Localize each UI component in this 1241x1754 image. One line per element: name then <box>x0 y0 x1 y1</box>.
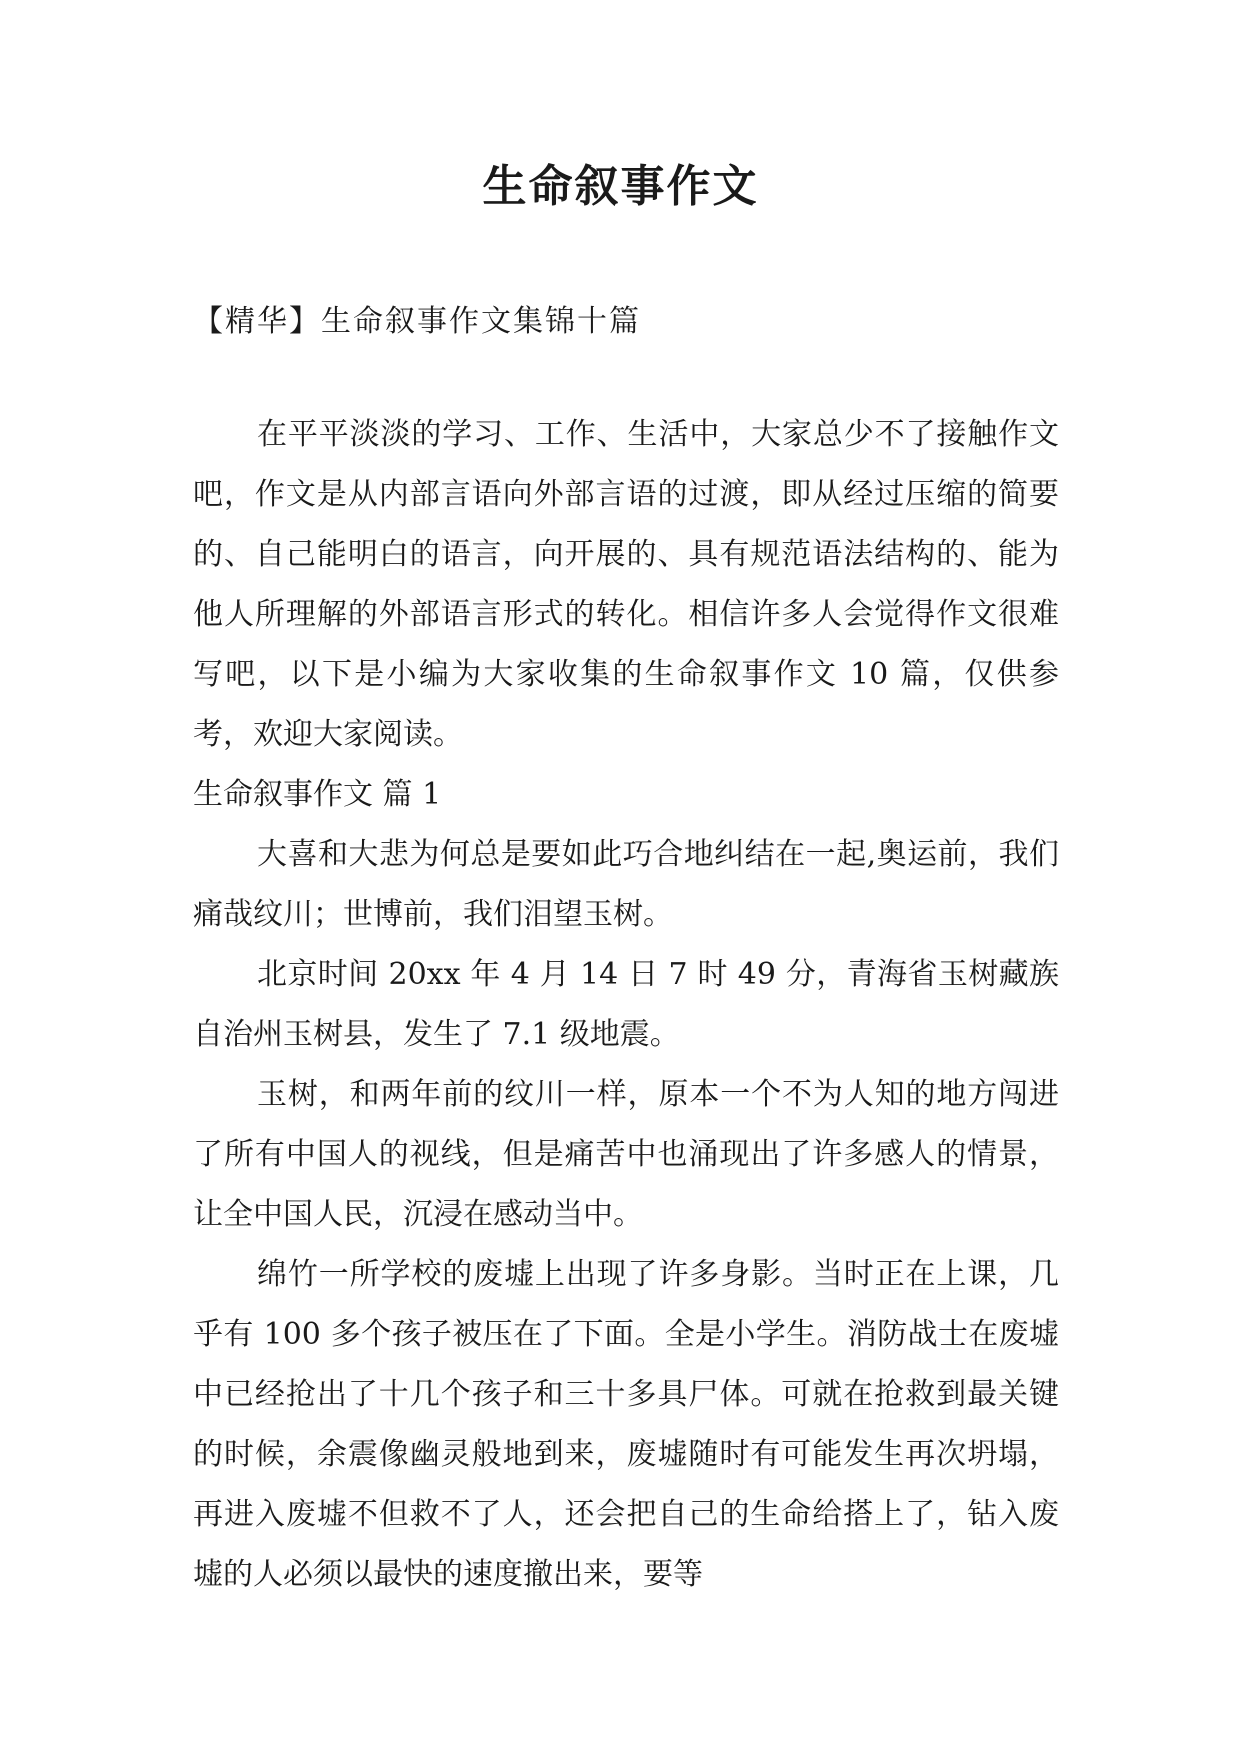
document-subtitle: 【精华】生命叙事作文集锦十篇 <box>193 304 641 339</box>
section-heading: 生命叙事作文 篇 1 <box>193 777 442 812</box>
body-paragraph: 北京时间 20xx 年 4 月 14 日 7 时 49 分，青海省玉树藏族自治州玉树县，发生了 7.1 级地震。 <box>193 957 1059 1052</box>
body-paragraph: 玉树，和两年前的纹川一样，原本一个不为人知的地方闯进了所有中国人的视线，但是痛苦中也涌现出了许多感人的情景，让全中国人民，沉浸在感动当中。 <box>193 1077 1059 1232</box>
body-paragraph: 大喜和大悲为何总是要如此巧合地纠结在一起,奥运前，我们痛哉纹川；世博前，我们泪望玉树。 <box>193 837 1059 932</box>
body-paragraph: 绵竹一所学校的废墟上出现了许多身影。当时正在上课，几乎有 100 多个孩子被压在了下面。全是小学生。消防战士在废墟中已经抢出了十几个孩子和三十多具尸体。可就在抢救到最关键的时候，余震像幽灵般地到来，废墟随时有可能发生再次坍塌，再进入废墟不但救不了人，还会把自己的生命给搭上了，钻入废墟的人必须以最快的速度撤出来，要等 <box>193 1257 1059 1592</box>
document-body <box>193 405 1059 1605</box>
intro-paragraph: 在平平淡淡的学习、工作、生活中，大家总少不了接触作文吧，作文是从内部言语向外部言语的过渡，即从经过压缩的简要的、自己能明白的语言，向开展的、具有规范语法结构的、能为他人所理解的外部语言形式的转化。相信许多人会觉得作文很难写吧，以下是小编为大家收集的生命叙事作文 10 篇，仅供参考，欢迎大家阅读。 <box>193 417 1059 752</box>
document-title: 生命叙事作文 <box>482 161 759 212</box>
